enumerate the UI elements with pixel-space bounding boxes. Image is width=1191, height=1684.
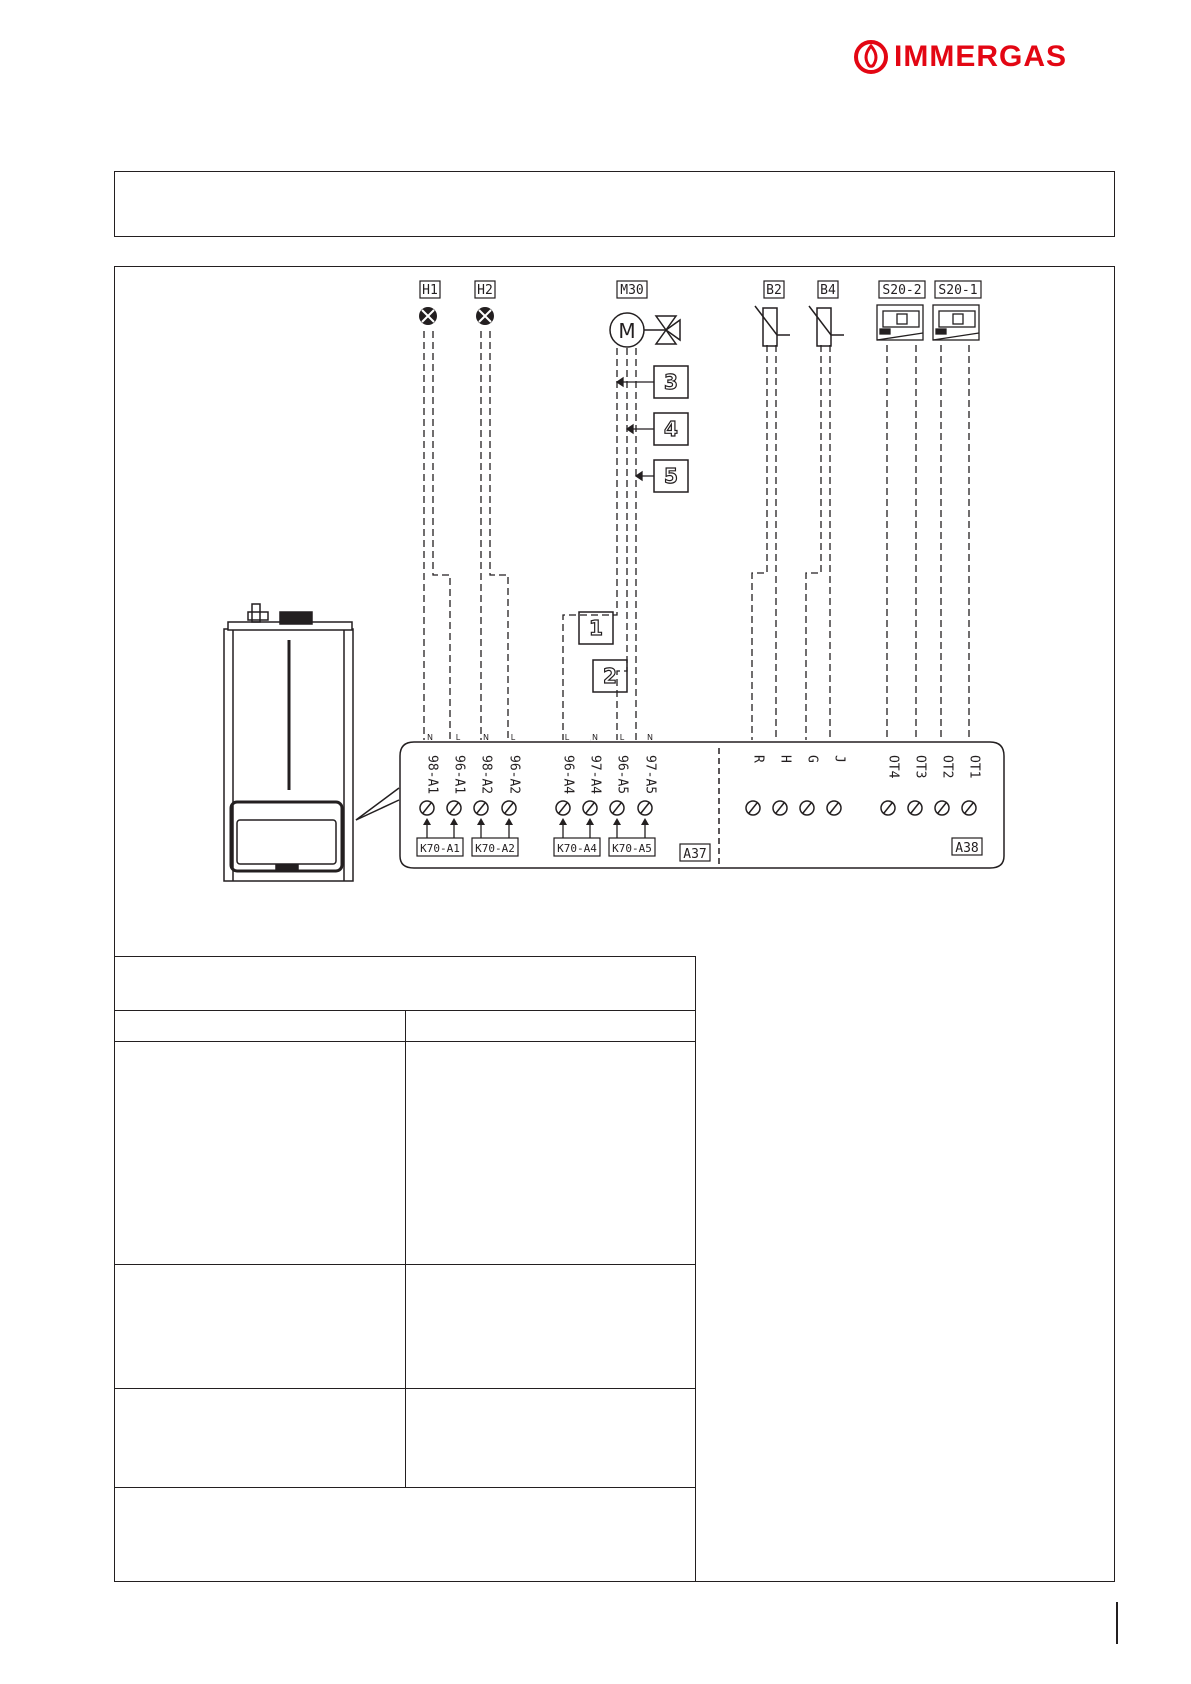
terminal-label: OT2 xyxy=(939,755,955,779)
terminal-screw-icon xyxy=(556,801,570,815)
ref-5-label: 5 xyxy=(664,464,678,488)
terminal-label: OT4 xyxy=(885,755,901,779)
temperature-probe-icon xyxy=(809,306,844,346)
wire-letters xyxy=(427,733,653,742)
relay-arrowhead xyxy=(423,818,431,825)
terminal-screw-icon xyxy=(746,801,760,815)
terminal-label: R xyxy=(750,755,766,763)
wire-letter: L xyxy=(564,733,570,742)
ref-3-label: 3 xyxy=(664,370,678,394)
terminal-screws xyxy=(420,801,976,815)
ref-2-label: 2 xyxy=(603,664,617,688)
component-label-b4: B4 xyxy=(820,283,836,298)
relay-arrowhead xyxy=(559,818,567,825)
terminal-label: H xyxy=(777,755,793,763)
terminal-label: OT1 xyxy=(966,755,982,779)
lamp-icon xyxy=(476,307,494,325)
relay-arrowhead xyxy=(450,818,458,825)
numbered-refs xyxy=(579,366,688,692)
terminal-label: 97-A4 xyxy=(587,755,603,795)
board-a37-label: A37 xyxy=(683,847,707,862)
relay-arrowhead xyxy=(505,818,513,825)
terminal-label: 96-A2 xyxy=(506,755,522,795)
boiler-illustration xyxy=(224,604,399,881)
terminal-labels xyxy=(425,755,982,794)
wire-letter: N xyxy=(592,733,598,742)
relay-label: K70-A5 xyxy=(612,842,652,855)
component-labels xyxy=(420,281,981,298)
wire-letter: L xyxy=(455,733,461,742)
terminal-screw-icon xyxy=(502,801,516,815)
terminal-label: J xyxy=(831,755,847,763)
component-label-m30: M30 xyxy=(620,283,644,298)
brand-name: IMMERGAS xyxy=(894,40,1067,73)
terminal-screw-icon xyxy=(773,801,787,815)
wire-letter: L xyxy=(510,733,516,742)
terminal-screw-icon xyxy=(935,801,949,815)
relay-arrowhead xyxy=(613,818,621,825)
terminal-screw-icon xyxy=(800,801,814,815)
terminal-label: 98-A2 xyxy=(478,755,494,795)
temperature-probe-icon xyxy=(755,306,790,346)
room-thermostat-icon xyxy=(933,305,979,340)
relay-arrowhead xyxy=(641,818,649,825)
relay-label: K70-A4 xyxy=(557,842,597,855)
svg-text:M: M xyxy=(618,319,636,343)
relay-label: K70-A1 xyxy=(420,842,460,855)
terminal-screw-icon xyxy=(827,801,841,815)
component-label-h1: H1 xyxy=(422,283,438,298)
wire-letter: L xyxy=(619,733,625,742)
terminal-label: 98-A1 xyxy=(424,755,440,795)
terminal-screw-icon xyxy=(420,801,434,815)
relay-arrows xyxy=(423,818,649,838)
terminal-label: 96-A1 xyxy=(451,755,467,795)
relay-boxes xyxy=(417,838,655,856)
ref-1-label: 1 xyxy=(589,616,603,640)
wire-letter: N xyxy=(647,733,653,742)
relay-label: K70-A2 xyxy=(475,842,515,855)
terminal-screw-icon xyxy=(881,801,895,815)
three-way-valve-motor-icon xyxy=(610,313,680,347)
component-label-h2: H2 xyxy=(477,283,493,298)
room-thermostat-icon xyxy=(877,305,923,340)
terminal-label: OT3 xyxy=(912,755,928,779)
terminal-screw-icon xyxy=(962,801,976,815)
terminal-screw-icon xyxy=(908,801,922,815)
terminal-label: 97-A5 xyxy=(642,755,658,795)
terminal-label: 96-A5 xyxy=(614,755,630,795)
relay-arrowhead xyxy=(477,818,485,825)
numbered-ref-labels xyxy=(589,370,678,688)
component-label-s20-2: S20-2 xyxy=(882,283,922,298)
component-label-s20-1: S20-1 xyxy=(938,283,978,298)
board-a38-label: A38 xyxy=(955,841,979,856)
terminal-screw-icon xyxy=(447,801,461,815)
terminal-label: G xyxy=(804,755,820,763)
terminal-screw-icon xyxy=(583,801,597,815)
wire-letter: N xyxy=(483,733,489,742)
terminal-screw-icon xyxy=(474,801,488,815)
terminal-screw-icon xyxy=(638,801,652,815)
board-labels xyxy=(680,838,982,862)
wire-letter: N xyxy=(427,733,433,742)
component-label-b2: B2 xyxy=(766,283,782,298)
wiring xyxy=(424,331,969,740)
terminal-screw-icon xyxy=(610,801,624,815)
lamp-icon xyxy=(419,307,437,325)
relay-arrowhead xyxy=(586,818,594,825)
ref-4-label: 4 xyxy=(664,417,678,441)
terminal-label: 96-A4 xyxy=(560,755,576,795)
